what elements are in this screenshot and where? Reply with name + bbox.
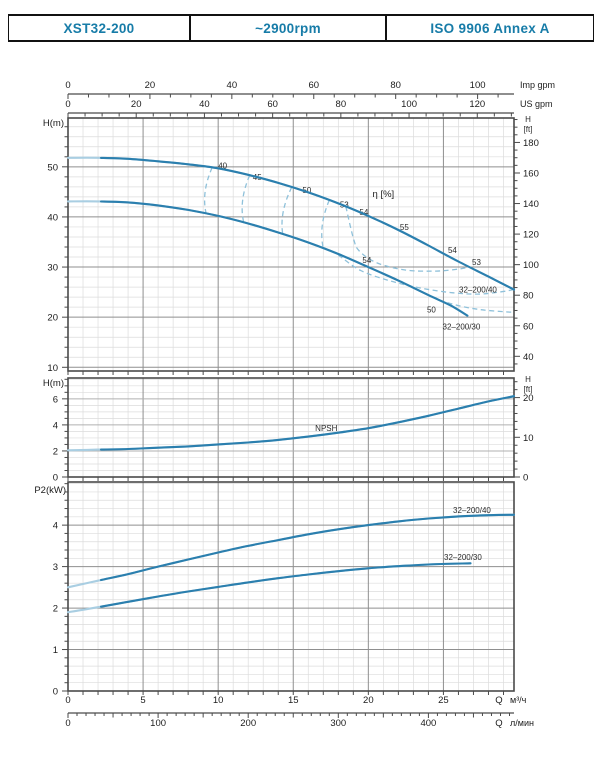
svg-text:60: 60 (267, 99, 278, 110)
curve-NPSH (101, 396, 514, 449)
svg-text:32–200/40: 32–200/40 (459, 285, 497, 295)
svg-text:Q: Q (495, 718, 503, 729)
svg-text:54: 54 (362, 256, 372, 266)
svg-text:40: 40 (47, 212, 58, 224)
curve-32–200/30 (101, 201, 467, 315)
svg-text:[ft]: [ft] (523, 385, 533, 394)
svg-text:20: 20 (144, 80, 156, 91)
svg-text:4: 4 (52, 520, 58, 532)
svg-text:0: 0 (52, 686, 58, 698)
svg-text:Q: Q (495, 695, 503, 706)
svg-text:400: 400 (420, 718, 437, 729)
head-series-0 (68, 158, 514, 295)
svg-text:10: 10 (523, 432, 534, 444)
bottom-flow-axes (65, 695, 534, 729)
top-flow-axes (65, 80, 555, 118)
head-series-1 (68, 201, 481, 331)
svg-text:[ft]: [ft] (523, 125, 533, 134)
svg-text:Imp gpm: Imp gpm (520, 80, 556, 90)
svg-text:20: 20 (47, 312, 58, 324)
svg-text:25: 25 (438, 695, 449, 706)
svg-text:160: 160 (523, 168, 539, 180)
svg-text:10: 10 (47, 362, 58, 374)
svg-text:30: 30 (47, 262, 58, 274)
svg-text:32–200/30: 32–200/30 (442, 322, 481, 332)
svg-text:2: 2 (52, 603, 58, 615)
power-grid (68, 482, 514, 691)
svg-text:0: 0 (523, 472, 529, 484)
npsh-chart (43, 375, 534, 484)
svg-text:60: 60 (523, 321, 534, 333)
head-grid (68, 118, 514, 371)
svg-text:80: 80 (335, 99, 347, 110)
svg-text:м³/ч: м³/ч (510, 695, 527, 705)
svg-text:0: 0 (65, 80, 71, 91)
svg-text:H(m): H(m) (42, 378, 64, 389)
svg-text:3: 3 (52, 562, 58, 574)
svg-text:100: 100 (523, 260, 539, 272)
power-series-1 (68, 553, 482, 612)
svg-text:55: 55 (399, 222, 409, 232)
svg-text:15: 15 (287, 695, 299, 706)
speed-cell: ~2900rpm (189, 16, 385, 40)
npsh-series-0 (68, 396, 514, 450)
svg-text:53: 53 (472, 258, 481, 268)
head-chart (43, 115, 539, 375)
svg-text:32–200/40: 32–200/40 (453, 506, 491, 516)
svg-text:300: 300 (330, 718, 347, 729)
svg-text:US gpm: US gpm (520, 99, 553, 109)
svg-text:50: 50 (426, 305, 436, 315)
head-right-axis (514, 115, 539, 364)
curve-32–200/30 (101, 563, 470, 606)
svg-text:10: 10 (212, 695, 224, 706)
svg-text:η [%]: η [%] (372, 188, 395, 200)
spec-header (8, 14, 594, 42)
svg-text:л/мин: л/мин (510, 718, 534, 728)
svg-text:54: 54 (447, 246, 457, 256)
model-cell: XST32-200 (63, 20, 135, 36)
svg-text:180: 180 (523, 137, 539, 149)
head-left-axis (47, 127, 503, 375)
svg-text:6: 6 (52, 394, 58, 406)
svg-text:40: 40 (218, 161, 228, 171)
svg-text:0: 0 (65, 99, 71, 110)
svg-text:100: 100 (401, 99, 417, 110)
svg-text:53: 53 (339, 200, 349, 210)
svg-text:32–200/30: 32–200/30 (444, 553, 482, 563)
svg-text:50: 50 (47, 162, 58, 174)
svg-text:H: H (525, 375, 531, 384)
npsh-grid (68, 378, 514, 477)
svg-text:40: 40 (523, 351, 534, 363)
svg-text:80: 80 (523, 290, 534, 302)
power-chart (34, 482, 514, 698)
svg-text:120: 120 (523, 229, 539, 241)
curve-32–200/40 (101, 515, 514, 580)
svg-text:200: 200 (240, 718, 257, 729)
svg-text:2: 2 (52, 446, 58, 458)
svg-text:20: 20 (523, 393, 534, 405)
svg-text:100: 100 (150, 718, 167, 729)
svg-text:40: 40 (226, 80, 238, 91)
curve-NPSH-light (68, 396, 514, 450)
svg-text:5: 5 (140, 695, 146, 706)
svg-text:50: 50 (302, 185, 312, 195)
svg-text:H(m): H(m) (42, 118, 64, 129)
svg-text:120: 120 (469, 99, 486, 110)
svg-text:45: 45 (252, 172, 262, 182)
svg-text:80: 80 (390, 80, 401, 91)
standard-cell: ISO 9906 Annex A (385, 16, 593, 40)
svg-text:54: 54 (359, 207, 369, 217)
curve-32–200/40 (101, 158, 514, 290)
svg-text:0: 0 (65, 695, 71, 706)
svg-text:0: 0 (52, 472, 58, 484)
svg-text:20: 20 (130, 99, 142, 110)
svg-text:1: 1 (52, 645, 58, 657)
svg-text:100: 100 (469, 80, 486, 91)
svg-text:140: 140 (523, 199, 539, 211)
svg-text:NPSH: NPSH (315, 423, 338, 433)
svg-text:4: 4 (52, 420, 58, 432)
svg-text:0: 0 (65, 718, 71, 729)
svg-text:20: 20 (363, 695, 374, 706)
svg-text:H: H (525, 115, 531, 124)
svg-text:60: 60 (308, 80, 320, 91)
svg-text:P2(kW): P2(kW) (34, 485, 66, 496)
npsh-right-axis (514, 375, 534, 484)
svg-text:40: 40 (199, 99, 210, 110)
